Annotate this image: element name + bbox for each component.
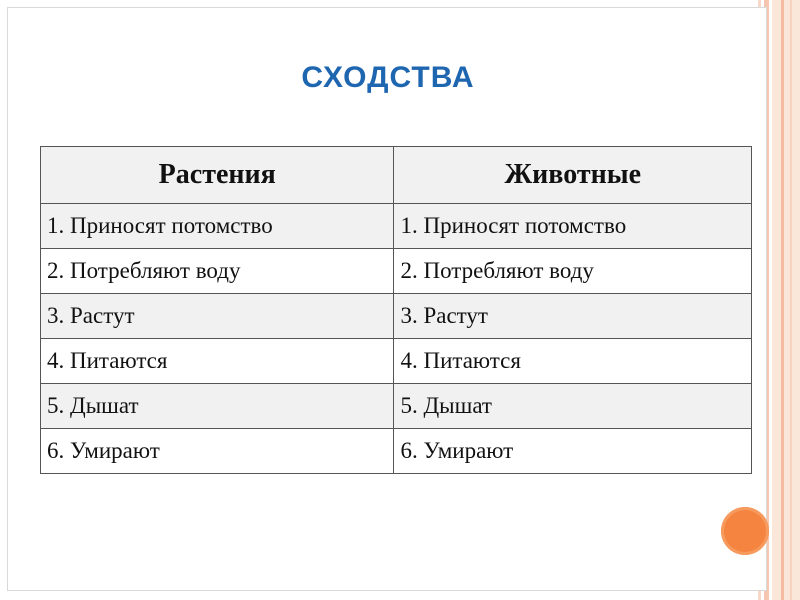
decorative-stripe: [790, 0, 792, 600]
table-cell: 1. Приносят потомство: [41, 204, 394, 249]
table-row: [41, 249, 752, 294]
table-cell: 6. Умирают: [41, 429, 394, 474]
header-plants: Растения: [41, 147, 394, 204]
table-cell: 6. Умирают: [394, 429, 752, 474]
slide: [7, 7, 767, 591]
similarities-table: [40, 146, 752, 474]
table-cell: 2. Потребляют воду: [394, 249, 752, 294]
decorative-stripe-wide: [772, 0, 800, 600]
slide-title: СХОДСТВА: [301, 61, 475, 94]
table-cell: 5. Дышат: [41, 384, 394, 429]
decorative-stripe: [781, 0, 784, 600]
table-row: [41, 384, 752, 429]
table-row: [41, 204, 752, 249]
decorative-circle-icon: [721, 507, 769, 555]
table-cell: 3. Растут: [394, 294, 752, 339]
table-cell: 5. Дышат: [394, 384, 752, 429]
table-cell: 3. Растут: [41, 294, 394, 339]
header-animals: Животные: [394, 147, 752, 204]
table-row: [41, 429, 752, 474]
table-header-row: [41, 147, 752, 204]
table-cell: 4. Питаются: [394, 339, 752, 384]
table-cell: 2. Потребляют воду: [41, 249, 394, 294]
table-row: [41, 294, 752, 339]
table-cell: 4. Питаются: [41, 339, 394, 384]
table-row: [41, 339, 752, 384]
table-cell: 1. Приносят потомство: [394, 204, 752, 249]
